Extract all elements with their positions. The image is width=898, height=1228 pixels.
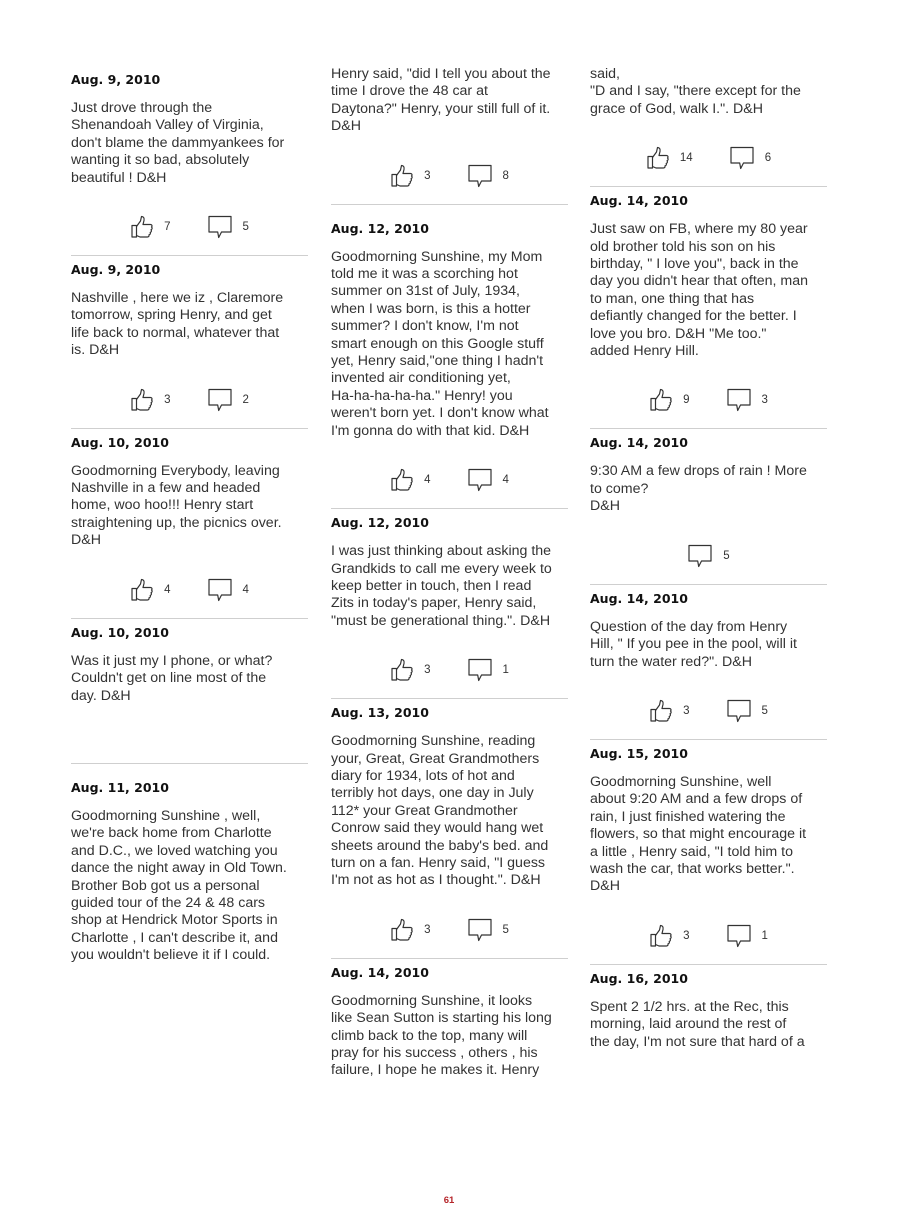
comment-action[interactable] — [729, 145, 771, 171]
thumbs-up-icon[interactable] — [130, 578, 154, 602]
comment-action[interactable] — [207, 577, 249, 603]
post-actions — [331, 648, 568, 692]
post — [590, 585, 827, 740]
post-text: Goodmorning Sunshine, reading your, Great, Great Grandmothers diary for 1934, lots of hot and terribly hot days, one day in July 112* your Great Grandmother Conrow said they would hang wet sheets around the baby's bed. and turn on a fan. Henry said, "I guess I'm not as hot as I thought.". D&H — [331, 733, 549, 889]
post-date: Aug. 16, 2010 — [590, 970, 688, 986]
post-text: Just drove through the Shenandoah Valley of Virginia, don't blame the dammyankees for wanting it so bad, absolutely beautiful ! D&H — [71, 100, 285, 186]
thumbs-up-icon[interactable] — [130, 388, 154, 412]
post-date: Aug. 12, 2010 — [331, 220, 429, 236]
comment-action[interactable] — [687, 543, 729, 569]
like-count: 3 — [424, 664, 431, 677]
column-2 — [331, 66, 568, 1080]
post-text: Just saw on FB, where my 80 year old brother told his son on his birthday, " I love you", back in the day you didn't hear that often, man to man, one thing that has defiantly changed for the better. I love you bro. D&H "Me too." added Henry Hill. — [590, 221, 809, 360]
post — [331, 509, 568, 699]
column-1 — [71, 66, 308, 965]
comment-count: 4 — [502, 474, 509, 487]
post — [590, 740, 827, 965]
speech-bubble-icon[interactable] — [467, 467, 493, 493]
post — [590, 965, 827, 1051]
post-text: Question of the day from Henry Hill, " If you pee in the pool, will it turn the water red?". D&H — [590, 618, 797, 670]
post — [331, 699, 568, 959]
like-count: 3 — [164, 393, 171, 406]
post-text: 9:30 AM a few drops of rain ! More to come? D&H — [590, 463, 807, 515]
post-actions — [590, 136, 827, 180]
like-action[interactable] — [130, 578, 170, 602]
post-text: Goodmorning Sunshine , well, we're back home from Charlotte and D.C., we loved watching you dance the night away in Old Town. Brother Bob got us a personal guided tour of the 24 & 48 cars shop at Hendrick Motor Sports in Charlotte , I can't describe it, and you wouldn't believe it if I could. — [71, 807, 287, 964]
thumbs-up-icon[interactable] — [390, 164, 414, 188]
thumbs-up-icon[interactable] — [646, 146, 670, 170]
comment-count: 3 — [761, 394, 768, 407]
comment-action[interactable] — [467, 467, 509, 493]
comment-action[interactable] — [207, 387, 249, 413]
post-date: Aug. 14, 2010 — [590, 435, 688, 451]
like-action[interactable] — [390, 658, 430, 682]
thumbs-up-icon[interactable] — [390, 468, 414, 492]
like-action[interactable] — [130, 388, 170, 412]
speech-bubble-icon[interactable] — [726, 387, 752, 413]
comment-action[interactable] — [467, 657, 509, 683]
comment-action[interactable] — [726, 923, 768, 949]
like-count: 7 — [164, 221, 171, 234]
speech-bubble-icon[interactable] — [729, 145, 755, 171]
like-count: 3 — [683, 929, 690, 942]
post-date: Aug. 10, 2010 — [71, 624, 169, 640]
like-action[interactable] — [649, 388, 689, 412]
like-action[interactable] — [649, 699, 689, 723]
like-action[interactable] — [390, 468, 430, 492]
thumbs-up-icon[interactable] — [649, 699, 673, 723]
post — [71, 256, 308, 429]
post — [71, 764, 308, 965]
comment-action[interactable] — [467, 917, 509, 943]
post-text: Was it just my I phone, or what? Couldn't get on line most of the day. D&H — [71, 652, 273, 704]
post — [71, 619, 308, 764]
post-actions — [331, 908, 568, 952]
column-3 — [590, 66, 827, 1051]
post-text: Goodmorning Sunshine, it looks like Sean Sutton is starting his long climb back to the top, many will pray for his success , others , his failure, I hope he makes it. Henry — [331, 992, 552, 1079]
post-text: Henry said, "did I tell you about the time I drove the 48 car at Daytona?" Henry, your still full of it. D&H — [331, 66, 551, 135]
like-action[interactable] — [390, 918, 430, 942]
post-date: Aug. 11, 2010 — [71, 779, 169, 795]
page-number: 61 — [443, 1195, 455, 1206]
like-count: 9 — [683, 394, 690, 407]
post — [590, 187, 827, 429]
post-actions — [71, 378, 308, 422]
comment-action[interactable] — [726, 698, 768, 724]
post-continued — [590, 66, 827, 187]
comment-count: 4 — [242, 583, 249, 596]
post-actions — [590, 914, 827, 958]
like-action[interactable] — [390, 164, 430, 188]
comment-action[interactable] — [207, 214, 249, 240]
like-count: 4 — [164, 583, 171, 596]
like-action[interactable] — [649, 924, 689, 948]
like-count: 14 — [679, 152, 693, 165]
comment-action[interactable] — [467, 163, 509, 189]
post-date: Aug. 9, 2010 — [71, 72, 161, 87]
post-text: Goodmorning Sunshine, well about 9:20 AM and a few drops of rain, I just finished watering the flowers, so that might encourage it a little , Henry said, "I told him to wash the car, that works better.". D&H — [590, 773, 807, 895]
post-text: Spent 2 1/2 hrs. at the Rec, this morning, laid around the rest of the day, I'm not sure that hard of a — [590, 998, 805, 1050]
post-text: I was just thinking about asking the Grandkids to call me every week to keep better in touch, then I read Zits in today's paper, Henry said, "must be generational thing.". D&H — [331, 543, 552, 629]
post-actions — [71, 568, 308, 612]
like-action[interactable] — [646, 146, 693, 170]
post — [590, 429, 827, 584]
comment-count: 2 — [242, 393, 249, 406]
speech-bubble-icon[interactable] — [207, 214, 233, 240]
post-text: said, "D and I say, "there except for the grace of God, walk I.". D&H — [590, 66, 801, 117]
post-actions — [71, 205, 308, 249]
post-date: Aug. 9, 2010 — [71, 262, 161, 278]
thumbs-up-icon[interactable] — [390, 918, 414, 942]
post — [331, 959, 568, 1080]
comment-count: 1 — [502, 664, 509, 677]
post-actions — [590, 534, 827, 578]
post-continued — [331, 66, 568, 205]
post-date: Aug. 10, 2010 — [71, 434, 169, 450]
comment-count: 5 — [761, 704, 768, 717]
like-action[interactable] — [130, 215, 170, 239]
comment-count: 6 — [764, 152, 772, 165]
post-text: Goodmorning Everybody, leaving Nashville in a few and headed home, woo hoo!!! Henry start straightening up, the picnics over. D&H — [71, 462, 282, 549]
post-actions — [331, 458, 568, 502]
like-count: 3 — [424, 923, 431, 936]
comment-count: 5 — [242, 221, 249, 234]
post-date: Aug. 13, 2010 — [331, 705, 429, 721]
comment-count: 1 — [761, 929, 768, 942]
thumbs-up-icon[interactable] — [649, 924, 673, 948]
post-actions — [590, 378, 827, 422]
like-count: 3 — [683, 704, 690, 717]
post — [71, 429, 308, 619]
post — [71, 66, 308, 256]
speech-bubble-icon[interactable] — [726, 923, 752, 949]
speech-bubble-icon[interactable] — [467, 657, 493, 683]
post-date: Aug. 15, 2010 — [590, 745, 688, 761]
post-date: Aug. 14, 2010 — [331, 964, 429, 980]
speech-bubble-icon[interactable] — [467, 163, 493, 189]
speech-bubble-icon[interactable] — [726, 698, 752, 724]
comment-count: 8 — [502, 169, 509, 182]
like-count: 4 — [424, 474, 431, 487]
thumbs-up-icon[interactable] — [649, 388, 673, 412]
comment-action[interactable] — [726, 387, 768, 413]
like-count: 3 — [424, 169, 431, 182]
thumbs-up-icon[interactable] — [390, 658, 414, 682]
post-text: Goodmorning Sunshine, my Mom told me it was a scorching hot summer on 31st of July, 1934, when I was born, is this a hotter summer? I don't know, I'm not smart enough on this Google stuff yet, Henry said,"one thing I hadn't invented air conditioning yet, Ha-ha-ha-ha-ha." Henry! you weren't born yet. I don't know what I'm gonna do with that kid. D&H — [331, 248, 549, 439]
comment-count: 5 — [723, 549, 730, 562]
speech-bubble-icon[interactable] — [207, 577, 233, 603]
comment-count: 5 — [502, 923, 509, 936]
post-date: Aug. 12, 2010 — [331, 515, 429, 531]
post-text: Nashville , here we iz , Claremore tomorrow, spring Henry, and get life back to normal, whatever that is. D&H — [71, 290, 284, 359]
post-date: Aug. 14, 2010 — [590, 193, 688, 209]
speech-bubble-icon[interactable] — [687, 543, 713, 569]
post-spacer — [71, 705, 308, 763]
speech-bubble-icon[interactable] — [467, 917, 493, 943]
thumbs-up-icon[interactable] — [130, 215, 154, 239]
post-actions — [331, 154, 568, 198]
post-date: Aug. 14, 2010 — [590, 590, 688, 606]
post-actions — [590, 689, 827, 733]
speech-bubble-icon[interactable] — [207, 387, 233, 413]
post — [331, 205, 568, 509]
